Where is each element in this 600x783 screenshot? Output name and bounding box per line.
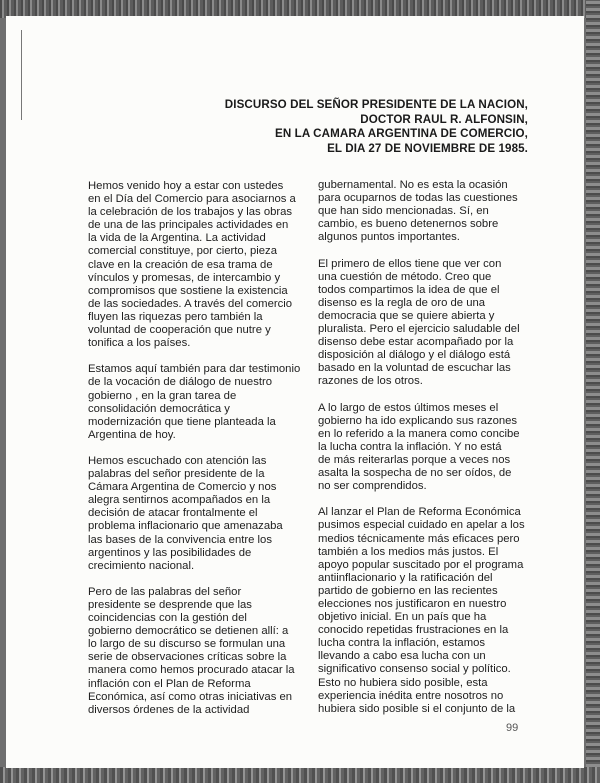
- paragraph: [318, 179, 530, 244]
- text-line: disenso es la regla de oro de una: [318, 296, 486, 309]
- heading-line: DISCURSO DEL SEÑOR PRESIDENTE DE LA NACION,: [224, 98, 528, 111]
- text-line: todos compartimos la idea de que el: [318, 283, 500, 296]
- text-line: decisión de atacar frontalmente el: [88, 507, 258, 520]
- text-line: Argentina de hoy.: [88, 428, 176, 441]
- text-line: argentinos y las posibilidades de: [88, 546, 252, 559]
- scan-border-bottom: [0, 767, 600, 783]
- text-line: presidente se desprende que las: [88, 599, 252, 611]
- margin-mark: [21, 30, 22, 120]
- text-line: las bases de la convivencia entre los: [88, 533, 272, 546]
- text-line: la vida de la Argentina. La actividad: [88, 232, 266, 245]
- text-line: llevando a cabo esa lucha con un: [318, 650, 486, 663]
- text-line: gubernamental. No es esta la ocasión: [318, 179, 508, 191]
- page-number: 99: [506, 722, 519, 734]
- text-line: lo largo de su discurso se formulan una: [88, 638, 286, 651]
- text-line: medios técnicamente más eficaces pero: [318, 532, 520, 545]
- heading-line: EL DIA 27 DE NOVIEMBRE DE 1985.: [327, 141, 528, 155]
- text-line: clave en la creación de esa trama de: [88, 258, 273, 271]
- text-line: objetivo inicial. En un país que ha: [318, 611, 487, 624]
- text-line: experiencia inédita entre nosotros no: [318, 689, 504, 702]
- heading-line: DOCTOR RAUL R. ALFONSIN,: [360, 112, 528, 126]
- text-line: comercial constituye, por cierto, pieza: [88, 245, 277, 258]
- text-line: de una de las principales actividades en: [88, 219, 289, 232]
- text-line: vínculos y promesas, de intercambio y: [88, 271, 281, 284]
- text-line: Al lanzar el Plan de Reforma Económica: [318, 506, 521, 519]
- text-line: partido de gobierno en las recientes: [318, 584, 498, 597]
- text-line: elecciones nos justificaron en nuestro: [318, 598, 507, 610]
- text-line: compromisos que sostiene la existencia: [88, 284, 288, 297]
- text-line: pluralista. Pero el ejercicio saludable del: [318, 323, 520, 336]
- left-text-column: [88, 180, 308, 730]
- text-line: problema inflacionario que amenazaba: [88, 520, 283, 533]
- text-line: razones de los otros.: [318, 375, 423, 388]
- text-line: para ocuparnos de todas las cuestiones: [318, 192, 518, 205]
- text-line: disenso debe estar acompañado por la: [318, 336, 514, 349]
- text-line: lucha contra la inflación, estamos: [318, 637, 486, 650]
- text-line: crecimiento nacional.: [88, 559, 195, 572]
- text-line: significativo consenso social y político.: [318, 663, 511, 676]
- text-line: Pero de las palabras del señor: [88, 585, 242, 598]
- text-line: inflación con el Plan de Reforma: [88, 677, 251, 690]
- text-line: cambio, es bueno detenernos sobre: [318, 218, 499, 231]
- text-line: pusimos especial cuidado en apelar a los: [318, 519, 525, 532]
- text-line: en el Día del Comercio para asociarnos a: [88, 193, 296, 206]
- text-line: Cámara Argentina de Comercio y nos: [88, 481, 277, 494]
- text-line: en lo referido a la manera como concibe: [318, 427, 520, 440]
- text-line: palabras del señor presidente de la: [88, 468, 265, 481]
- text-line: no ser comprendidos.: [318, 480, 427, 493]
- text-line: de más reiterarlas porque a veces nos: [318, 453, 511, 466]
- text-line: la celebración de los trabajos y las obras: [88, 206, 293, 219]
- speech-heading: [206, 98, 528, 156]
- text-line: Económica, así como otras iniciativas en: [88, 690, 293, 703]
- paragraph: [318, 402, 530, 494]
- text-line: también a los medios más justos. El: [318, 545, 499, 558]
- text-line: Hemos escuchado con atención las: [88, 454, 267, 467]
- text-line: democracia que se quiere abierta y: [318, 309, 495, 322]
- right-text-column: [318, 179, 530, 729]
- text-line: A lo largo de estos últimos meses el: [318, 401, 499, 414]
- text-line: gobierno , en la gran tarea de: [88, 389, 237, 402]
- paragraph: [318, 258, 530, 389]
- document-page: [6, 16, 584, 768]
- paragraph: [88, 586, 308, 717]
- heading-line: EN LA CAMARA ARGENTINA DE COMERCIO,: [275, 127, 528, 140]
- text-line: que han sido mencionadas. Sí, en: [318, 205, 489, 218]
- text-line: una cuestión de método. Creo que: [318, 270, 492, 283]
- text-line: algunos puntos importantes.: [318, 231, 460, 244]
- text-line: apoyo popular suscitado por el programa: [318, 558, 524, 571]
- text-line: la lucha contra la inflación. Y no está: [318, 440, 502, 453]
- text-line: disposición al diálogo y el diálogo está: [318, 349, 511, 362]
- paragraph: [88, 363, 308, 442]
- text-line: asalta la sospecha de no ser oídos, de: [318, 467, 512, 480]
- text-line: voluntad de cooperación que nutre y: [88, 324, 271, 337]
- text-line: gobierno democrático se detienen allí: a: [88, 625, 289, 638]
- paragraph: [88, 455, 308, 573]
- text-line: conocido repetidas frustraciones en la: [318, 624, 509, 637]
- scan-border-right: [586, 0, 600, 783]
- text-line: antiinflacionario y la ratificación del: [318, 571, 493, 584]
- text-line: diversos órdenes de la actividad: [88, 703, 250, 716]
- text-line: gobierno ha ido explicando sus razones: [318, 414, 518, 427]
- text-line: de las sociedades. A través del comercio: [88, 297, 293, 310]
- text-line: coincidencias con la gestión del: [88, 612, 247, 625]
- text-line: de la vocación de diálogo de nuestro: [88, 376, 273, 389]
- text-line: consolidación democrática y: [88, 402, 230, 415]
- text-line: fluyen las riquezas pero también la: [88, 310, 263, 323]
- text-line: Esto no hubiera sido posible, esta: [318, 676, 488, 689]
- text-line: alegra sentirnos acompañados en la: [88, 494, 271, 507]
- paragraph: [318, 506, 530, 716]
- text-line: basado en la voluntad de escuchar las: [318, 362, 511, 375]
- text-line: modernización que tiene planteada la: [88, 415, 276, 428]
- text-line: Hemos venido hoy a estar con ustedes: [88, 180, 284, 192]
- paragraph: [88, 180, 308, 350]
- text-line: serie de observaciones críticas sobre la: [88, 651, 287, 664]
- text-line: manera como hemos procurado atacar la: [88, 664, 295, 677]
- text-line: tonifica a los países.: [88, 337, 191, 350]
- text-line: El primero de ellos tiene que ver con: [318, 257, 502, 270]
- text-line: hubiera sido posible si el conjunto de la: [318, 702, 516, 715]
- text-line: Estamos aquí también para dar testimonio: [88, 363, 301, 376]
